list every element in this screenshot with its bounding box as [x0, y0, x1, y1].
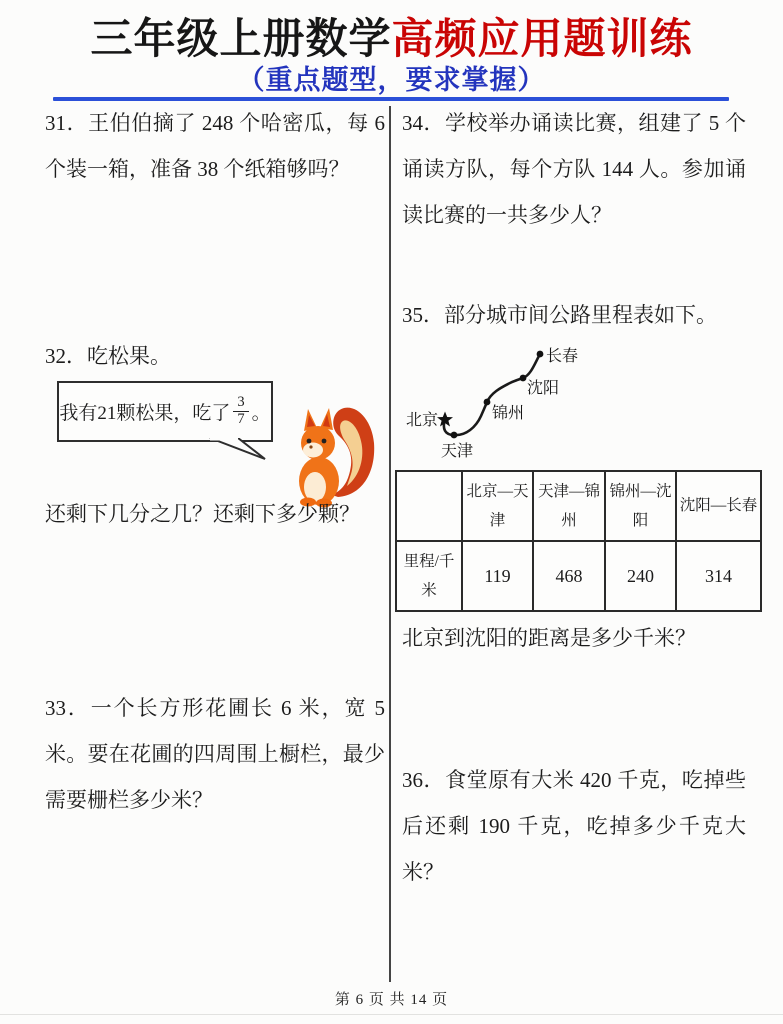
- problem-32-title: 32．吃松果。: [45, 344, 171, 368]
- page-title-red: 高频应用题训练: [391, 17, 693, 63]
- table-header-tj-jz: 天津—锦州: [533, 471, 605, 541]
- table-header-row: [396, 471, 761, 541]
- page-bottom-edge: [0, 1014, 783, 1015]
- mileage-table: [395, 470, 762, 612]
- map-label-jinzhou: 锦州: [492, 405, 525, 422]
- shenyang-dot: [520, 375, 527, 382]
- table-value-tj-jz: 468: [533, 541, 605, 611]
- problem-35-question: 北京到沈阳的距离是多少千米？: [402, 626, 696, 650]
- tianjin-dot: [451, 432, 458, 439]
- table-value-bj-tj: 119: [462, 541, 533, 611]
- problem-33: 33．一个长方形花圃长 6 米，宽 5 米。要在花圃的四周围上橱栏，最少需要栅栏多少米？: [45, 696, 385, 812]
- map-label-changchun: 长春: [546, 348, 579, 365]
- map-label-tianjin: 天津: [440, 443, 474, 460]
- changchun-dot: [537, 351, 544, 358]
- route-line: [444, 354, 540, 435]
- speech-bubble-period: 。: [251, 403, 271, 424]
- map-label-beijing: 北京: [405, 412, 438, 429]
- column-divider: [389, 106, 391, 982]
- table-header-jz-sy: 锦州—沈阳: [605, 471, 676, 541]
- problem-32-question: 还剩下几分之几？还剩下多少颗？: [45, 502, 360, 526]
- table-header-bj-tj: 北京—天津: [462, 471, 533, 541]
- map-label-shenyang: 沈阳: [527, 380, 560, 397]
- table-header-sy-cc: 沈阳—长春: [676, 471, 761, 541]
- problem-36: 36．食堂原有大米 420 千克，吃掉些后还剩 190 千克，吃掉多少千克大米？: [402, 768, 746, 884]
- table-row-label: 里程/千米: [396, 541, 462, 611]
- speech-bubble-tail: [207, 438, 269, 464]
- problem-34: 34．学校举办诵读比赛，组建了 5 个诵读方队，每个方队 144 人。参加诵读比赛的一共多少人？: [402, 111, 746, 227]
- speech-bubble-text: 我有21颗松果，吃了: [59, 403, 231, 424]
- page-title: [0, 6, 783, 66]
- table-value-sy-cc: 314: [676, 541, 761, 611]
- problem-35-title: 35．部分城市间公路里程表如下。: [402, 303, 717, 327]
- speech-bubble: [57, 381, 273, 442]
- fraction-denominator: 7: [233, 411, 248, 428]
- table-data-row: [396, 541, 761, 611]
- problem-31: 31．王伯伯摘了 248 个哈密瓜，每 6 个装一箱，准备 38 个纸箱够吗？: [45, 111, 385, 181]
- page-number: 第 6 页 共 14 页: [334, 992, 449, 1008]
- fraction-numerator: 3: [237, 394, 245, 411]
- fraction-three-sevenths: [233, 395, 248, 428]
- page-subtitle: （重点题型，要求掌握）: [237, 65, 546, 95]
- city-route-map: [400, 335, 600, 467]
- table-corner-cell: [396, 471, 462, 541]
- jinzhou-dot: [484, 399, 491, 406]
- page-title-black: 三年级上册数学: [90, 17, 392, 63]
- table-value-jz-sy: 240: [605, 541, 676, 611]
